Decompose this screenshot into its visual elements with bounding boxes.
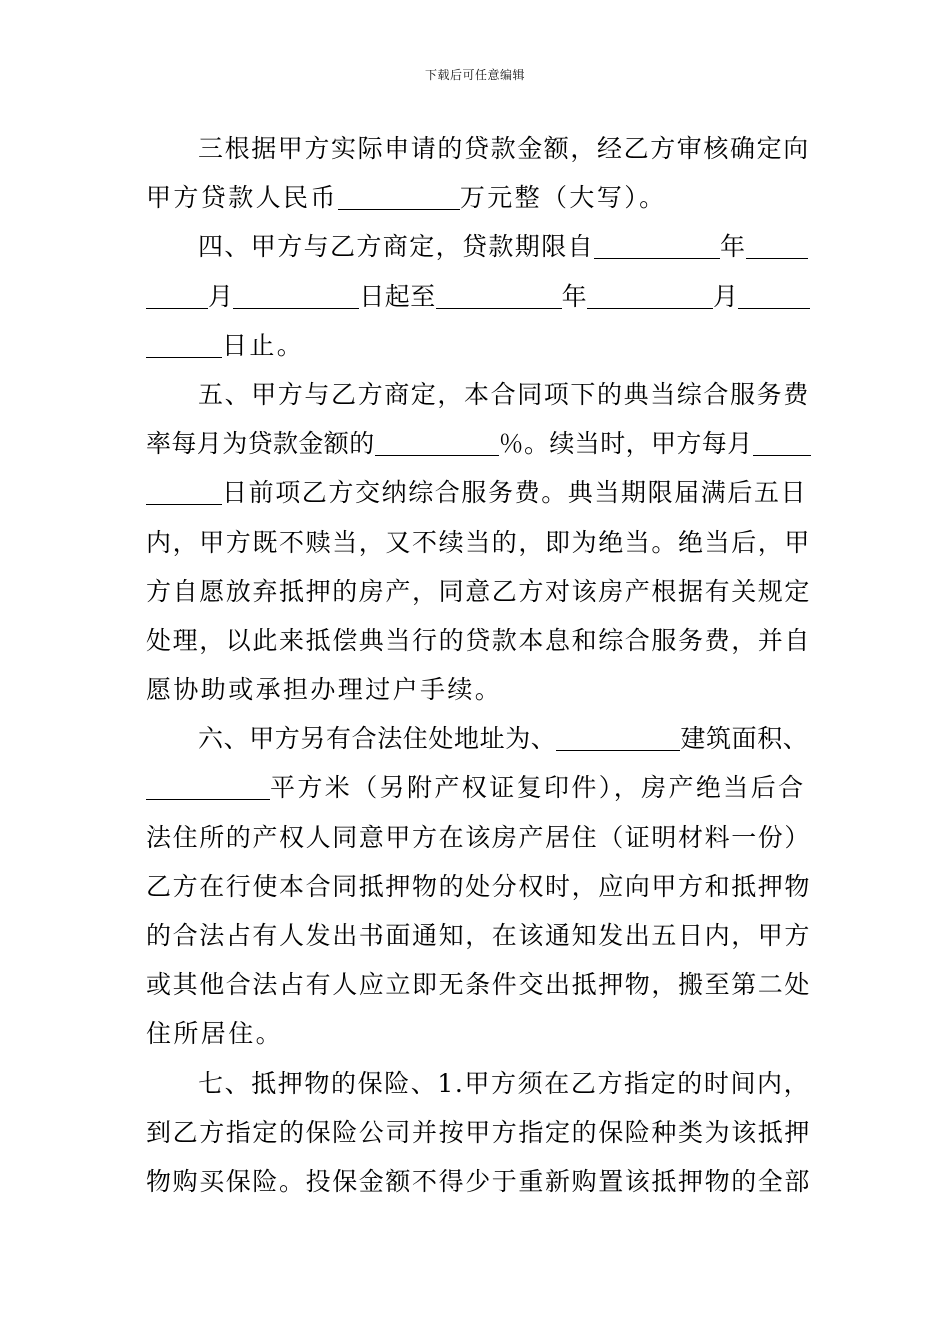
clause-5-line-6 — [146, 616, 810, 665]
clause-5-text: 愿协助或承担办理过户手续。 — [146, 675, 503, 705]
start-month-blank-cont — [146, 280, 208, 309]
clause-5-text: 五、甲方与乙方商定，本合同项下的典当综合服务费 — [198, 379, 810, 409]
clause-4-text: 四、甲方与乙方商定，贷款期限自 — [198, 232, 595, 262]
clause-3-line-2 — [146, 173, 810, 222]
loan-amount-blank — [338, 182, 460, 211]
clause-4-line-3 — [146, 321, 810, 370]
clause-5-line-2 — [146, 419, 810, 468]
clause-6-line-6 — [146, 960, 810, 1009]
start-year-blank — [594, 231, 720, 260]
clause-5-text: ％。续当时，甲方每月 — [498, 429, 753, 459]
end-year-blank — [436, 280, 562, 309]
clause-5-text: 日前项乙方交纳综合服务费。典当期限届满后五日 — [222, 478, 808, 508]
area-blank — [146, 772, 270, 801]
clause-5-text: 内，甲方既不赎当，又不续当的，即为绝当。绝当后，甲 — [146, 527, 812, 557]
clause-4-text: 年 — [720, 232, 747, 262]
clause-5-text: 方自愿放弃抵押的房产，同意乙方对该房产根据有关规定 — [146, 576, 812, 606]
end-month-blank — [587, 280, 713, 309]
clause-5-text: 率每月为贷款金额的 — [146, 429, 375, 459]
end-day-blank — [738, 280, 810, 309]
clause-6-text: 或其他合法占有人应立即无条件交出抵押物，搬至第二处 — [146, 970, 812, 1000]
address-blank — [556, 723, 680, 752]
clause-7-line-2 — [146, 1108, 810, 1157]
fee-rate-blank — [375, 428, 499, 457]
clause-6-line-1 — [146, 714, 810, 763]
clause-4-line-2 — [146, 272, 810, 321]
contract-body — [146, 124, 810, 1206]
clause-6-line-4 — [146, 862, 810, 911]
clause-6-text: 平方米（另附产权证复印件），房产绝当后合 — [270, 773, 806, 803]
clause-4-text: 日起至 — [359, 281, 436, 311]
clause-3-text: 万元整（大写）。 — [459, 183, 667, 213]
clause-7-line-3 — [146, 1157, 810, 1206]
clause-5-line-3 — [146, 468, 810, 517]
clause-6-text: 乙方在行使本合同抵押物的处分权时，应向甲方和抵押物 — [146, 871, 812, 901]
clause-7-text: 到乙方指定的保险公司并按甲方指定的保险种类为该抵押 — [146, 1117, 812, 1147]
clause-7-text: 七、抵押物的保险、1.甲方须在乙方指定的时间内， — [198, 1068, 811, 1098]
clause-6-line-3 — [146, 813, 810, 862]
start-day-blank — [233, 280, 359, 309]
clause-3-text: 甲方贷款人民币 — [146, 183, 338, 213]
clause-6-text: 六、甲方另有合法住处地址为、 — [198, 724, 557, 754]
clause-4-text: 日止。 — [222, 330, 305, 360]
clause-4-text: 月 — [208, 281, 234, 311]
clause-3-text: 三根据甲方实际申请的贷款金额，经乙方审核确定向 — [198, 134, 810, 163]
start-month-blank — [746, 231, 808, 260]
clause-6-text: 建筑面积、 — [680, 724, 809, 754]
clause-5-line-7 — [146, 665, 810, 714]
end-day-blank-cont — [146, 329, 222, 358]
clause-4-text: 年 — [561, 281, 588, 311]
clause-5-text: 处理，以此来抵偿典当行的贷款本息和综合服务费，并自 — [146, 625, 812, 655]
clause-5-line-4 — [146, 518, 810, 567]
clause-5-line-1 — [146, 370, 810, 419]
clause-7-text: 物购买保险。投保金额不得少于重新购置该抵押物的全部 — [146, 1166, 812, 1196]
clause-6-text: 住所居住。 — [146, 1019, 284, 1049]
clause-6-line-7 — [146, 1009, 810, 1058]
clause-4-line-1 — [146, 222, 810, 271]
clause-6-line-2 — [146, 763, 810, 812]
clause-6-text: 的合法占有人发出书面通知，在该通知发出五日内，甲方 — [146, 921, 812, 950]
clause-7-line-1 — [146, 1059, 810, 1108]
page-header-note: 下载后可任意编辑 — [424, 68, 525, 82]
clause-6-line-5 — [146, 911, 810, 960]
clause-3-line-1 — [146, 124, 810, 173]
clause-5-line-5 — [146, 567, 810, 616]
clause-6-text: 法住所的产权人同意甲方在该房产居住（证明材料一份） — [146, 822, 812, 852]
clause-4-text: 月 — [713, 281, 739, 311]
renewal-day-blank-cont — [146, 477, 222, 506]
renewal-day-blank — [753, 428, 811, 457]
